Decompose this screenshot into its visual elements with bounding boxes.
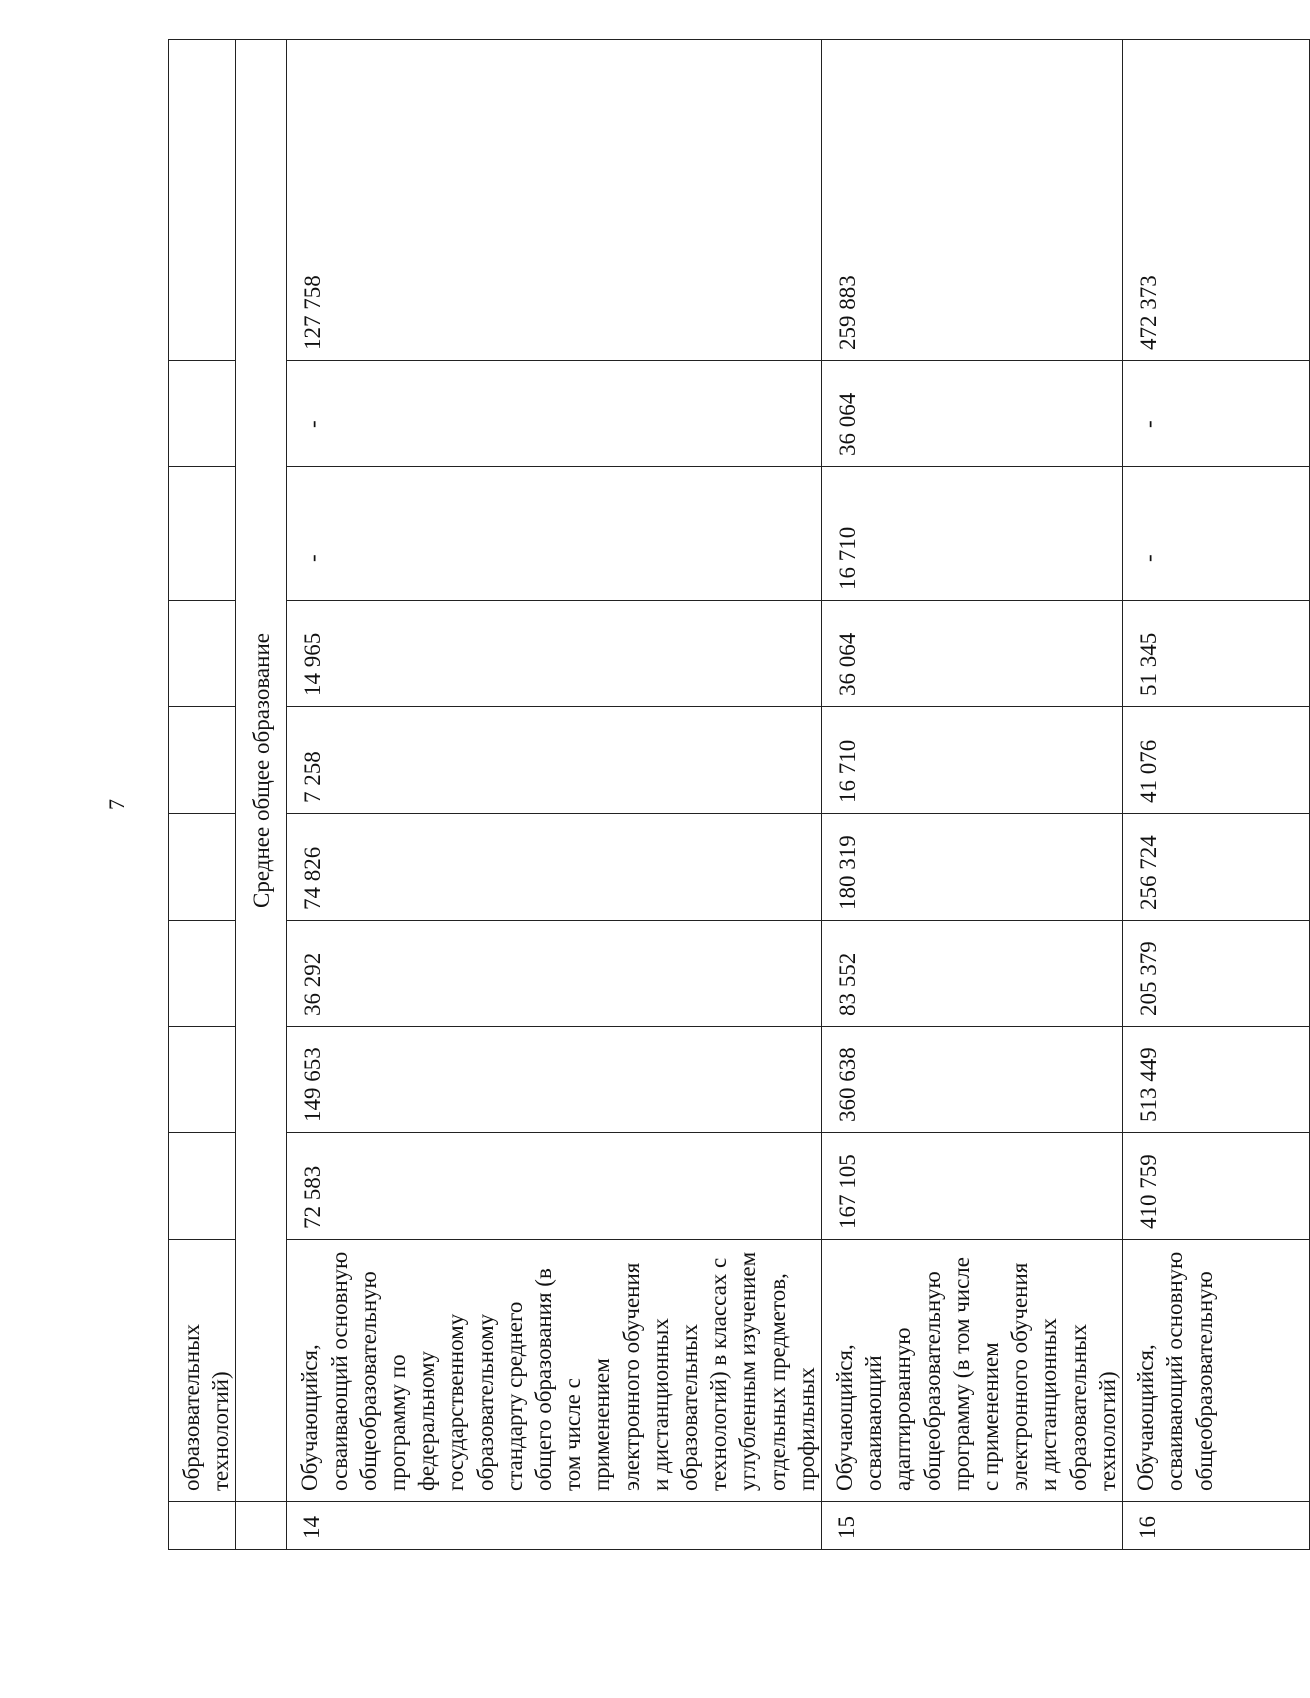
value-cell: 72 583	[287, 1133, 822, 1240]
rotated-table-wrapper	[168, 40, 1217, 1550]
value-cell: -	[1123, 361, 1310, 467]
value-cell: 360 638	[822, 1027, 1123, 1133]
value-cell: 149 653	[287, 1027, 822, 1133]
continuation-cell: образовательных технологий)	[169, 1240, 236, 1502]
value-cell: -	[1123, 467, 1310, 601]
value-cell: 7 258	[287, 707, 822, 814]
value-cell: 256 724	[1123, 814, 1310, 921]
empty-cell	[169, 467, 236, 601]
value-cell: 36 064	[822, 601, 1123, 707]
row-number: 16	[1123, 1502, 1310, 1550]
value-cell: 16 710	[822, 467, 1123, 601]
empty-cell	[169, 361, 236, 467]
empty-cell	[169, 921, 236, 1027]
value-cell: 41 076	[1123, 707, 1310, 814]
section-title: Среднее общее образование	[236, 40, 287, 1502]
value-cell: 16 710	[822, 707, 1123, 814]
row-description: Обучающийся, осваивающий основную общеобразовательную	[1123, 1240, 1310, 1502]
empty-cell	[169, 707, 236, 814]
value-cell: 205 379	[1123, 921, 1310, 1027]
row-number: 15	[822, 1502, 1123, 1550]
empty-cell	[236, 1502, 287, 1550]
table-row	[1123, 40, 1310, 1550]
value-cell: 513 449	[1123, 1027, 1310, 1133]
empty-cell	[169, 814, 236, 921]
empty-cell	[169, 1027, 236, 1133]
value-cell: 74 826	[287, 814, 822, 921]
value-cell: 14 965	[287, 601, 822, 707]
section-header-row	[236, 40, 287, 1550]
value-cell: 36 064	[822, 361, 1123, 467]
empty-cell	[169, 40, 236, 361]
tariff-table	[168, 39, 1310, 1550]
continuation-row	[169, 40, 236, 1550]
table-row	[822, 40, 1123, 1550]
value-cell: 410 759	[1123, 1133, 1310, 1240]
value-cell: 127 758	[287, 40, 822, 361]
value-cell: 472 373	[1123, 40, 1310, 361]
empty-cell	[169, 1133, 236, 1240]
value-cell: -	[287, 467, 822, 601]
row-description: Обучающийся, осваивающий основную общеобразовательную программу по федеральному государственному образовательному стандарту среднего общего образования (в том числе с применением электронного обучения и дистанционных образовательных технологий) в классах с углубленным изучением отдельных предметов, профильных	[287, 1240, 822, 1502]
row-description: Обучающийся, осваивающий адаптированную общеобразовательную программу (в том числе с применением электронного обучения и дистанционных образовательных технологий)	[822, 1240, 1123, 1502]
page-number: 7	[104, 799, 129, 810]
empty-cell	[169, 1502, 236, 1550]
value-cell: 167 105	[822, 1133, 1123, 1240]
row-number: 14	[287, 1502, 822, 1550]
value-cell: 51 345	[1123, 601, 1310, 707]
value-cell: 36 292	[287, 921, 822, 1027]
value-cell: -	[287, 361, 822, 467]
value-cell: 180 319	[822, 814, 1123, 921]
value-cell: 83 552	[822, 921, 1123, 1027]
value-cell: 259 883	[822, 40, 1123, 361]
table-row	[287, 40, 822, 1550]
empty-cell	[169, 601, 236, 707]
